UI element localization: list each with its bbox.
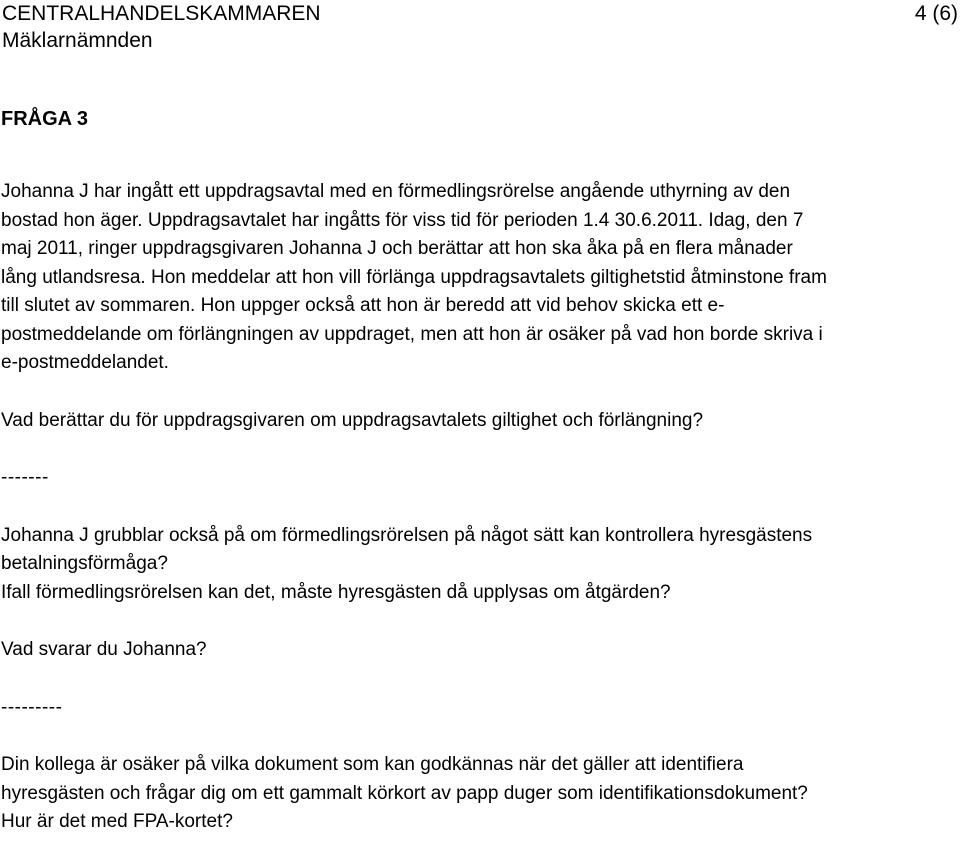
paragraph-line: lång utlandsresa. Hon meddelar att hon vill förlänga uppdragsavtalets giltighetstid åtminstone fram xyxy=(1,266,827,288)
paragraph-line: Ifall förmedlingsrörelsen kan det, måste hyresgästen då upplysas om åtgärden? xyxy=(1,581,671,603)
paragraph-line: Johanna J har ingått ett uppdragsavtal med en förmedlingsrörelse angående uthyrning av den xyxy=(1,181,791,202)
paragraph-line: postmeddelande om förlängningen av uppdraget, men att hon är osäker på vad hon borde skriva i xyxy=(1,323,823,345)
paragraph-line: e-postmeddelandet. xyxy=(1,352,169,373)
question-2-paragraph xyxy=(1,522,956,608)
question-text: Vad svarar du Johanna? xyxy=(1,639,207,660)
question-text: Vad berättar du för uppdragsgivaren om uppdragsavtalets giltighet och förlängning? xyxy=(1,409,704,431)
paragraph-line: bostad hon äger. Uppdragsavtalet har ingåtts för viss tid för perioden 1.4 30.6.2011. Idag, den 7 xyxy=(1,209,804,231)
page-number: 4 (6) xyxy=(914,2,958,25)
document-body xyxy=(1,105,956,837)
department-name: Mäklarnämnden xyxy=(2,29,153,52)
question-heading: FRÅGA 3 xyxy=(1,108,89,130)
organization-name: CENTRALHANDELSKAMMAREN xyxy=(2,2,321,25)
paragraph-line: Johanna J grubblar också på om förmedlingsrörelsen på något sätt kan kontrollera hyresgästens xyxy=(1,524,813,546)
case-paragraph xyxy=(1,178,956,378)
paragraph-line: hyresgästen och frågar dig om ett gammalt körkort av papp duger som identifikationsdokument? xyxy=(1,782,808,804)
separator: ------- xyxy=(1,467,49,488)
paragraph-line: till slutet av sommaren. Hon uppger också att hon är beredd att vid behov skicka ett e- xyxy=(1,295,725,316)
paragraph-line: Din kollega är osäker på vilka dokument som kan godkännas när det gäller att identifiera xyxy=(1,754,744,775)
separator: --------- xyxy=(1,696,63,718)
question-3-paragraph xyxy=(1,751,956,837)
paragraph-line: betalningsförmåga? xyxy=(1,553,168,574)
paragraph-line: maj 2011, ringer uppdragsgivaren Johanna J och berättar att hon ska åka på en flera månader xyxy=(1,238,793,259)
paragraph-line: Hur är det med FPA-kortet? xyxy=(1,811,233,832)
